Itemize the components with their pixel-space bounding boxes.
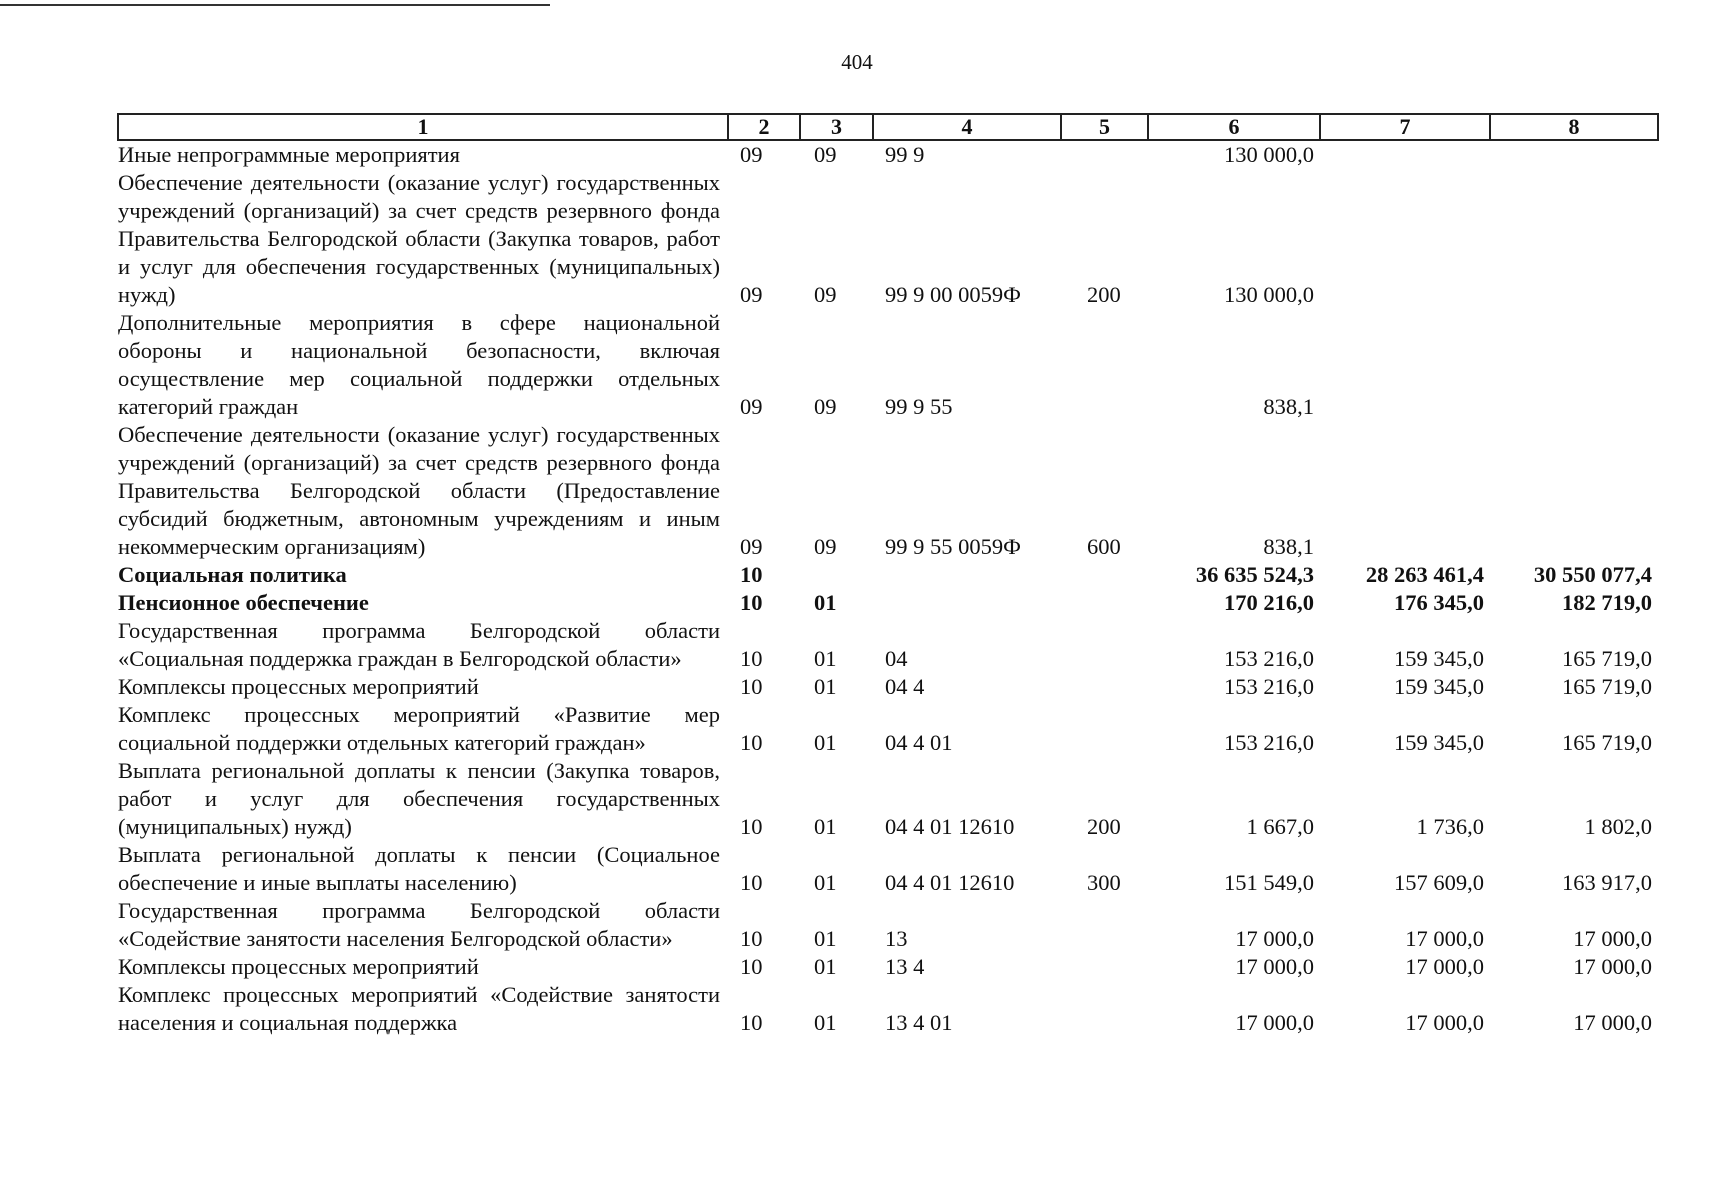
table-row — [118, 169, 1658, 309]
amount-col-8: 165 719,0 — [1562, 674, 1652, 699]
row-name: Дополнительные мероприятия в сфере национальной обороны и национальной безопасности, включая осуществление мер социальной поддержки отдельных категорий граждан — [118, 310, 720, 419]
target-article-code: 99 9 — [885, 142, 925, 167]
subsection-code: 01 — [814, 954, 837, 979]
header-col-8: 8 — [1490, 114, 1658, 140]
amount-col-7 — [1320, 140, 1490, 169]
target-article-code: 13 4 01 — [885, 1010, 953, 1035]
expense-type-code: 600 — [1087, 534, 1121, 559]
amount-col-6: 17 000,0 — [1235, 926, 1314, 951]
subsection-code: 01 — [814, 590, 837, 615]
amount-col-8 — [1490, 421, 1658, 561]
section-code: 10 — [740, 870, 763, 895]
amount-col-6: 17 000,0 — [1235, 1010, 1314, 1035]
subsection-code: 09 — [814, 282, 837, 307]
header-col-1: 1 — [118, 114, 728, 140]
subsection-code — [800, 561, 873, 589]
table-row — [118, 953, 1658, 981]
amount-col-6: 130 000,0 — [1224, 282, 1314, 307]
header-col-6: 6 — [1148, 114, 1320, 140]
section-code: 10 — [740, 926, 763, 951]
amount-col-7 — [1320, 309, 1490, 421]
section-code: 10 — [740, 954, 763, 979]
subsection-code: 01 — [814, 730, 837, 755]
expense-type-code — [1061, 981, 1148, 1037]
amount-col-8 — [1490, 140, 1658, 169]
expense-type-code — [1061, 561, 1148, 589]
amount-col-8: 182 719,0 — [1562, 590, 1652, 615]
subsection-code: 01 — [814, 814, 837, 839]
expense-type-code: 200 — [1087, 814, 1121, 839]
target-article-code — [873, 589, 1061, 617]
header-col-3: 3 — [800, 114, 873, 140]
expense-type-code: 200 — [1087, 282, 1121, 307]
subsection-code: 01 — [814, 674, 837, 699]
target-article-code: 99 9 55 0059Ф — [885, 534, 1021, 559]
amount-col-6: 838,1 — [1263, 534, 1314, 559]
row-name: Выплата региональной доплаты к пенсии (Социальное обеспечение и иные выплаты населению) — [118, 842, 720, 895]
table-body — [118, 140, 1658, 1037]
table-row — [118, 701, 1658, 757]
expense-type-code — [1061, 897, 1148, 953]
section-code: 10 — [740, 590, 763, 615]
row-name: Комплекс процессных мероприятий «Содействие занятости населения и социальная поддержка — [118, 982, 720, 1035]
subsection-code: 09 — [814, 534, 837, 559]
target-article-code: 04 4 01 12610 — [885, 814, 1015, 839]
row-name: Обеспечение деятельности (оказание услуг) государственных учреждений (организаций) за счет средств резервного фонда Правительства Белгородской области (Закупка товаров, работ и услуг для обеспечения государственных (муниципальных) нужд) — [118, 170, 720, 307]
table-row — [118, 617, 1658, 673]
expense-type-code: 300 — [1087, 870, 1121, 895]
amount-col-7: 159 345,0 — [1394, 730, 1484, 755]
expense-type-code — [1061, 701, 1148, 757]
row-name: Государственная программа Белгородской области «Социальная поддержка граждан в Белгородской области» — [118, 618, 720, 671]
target-article-code: 04 — [885, 646, 908, 671]
page-number: 404 — [841, 50, 873, 74]
table-header-row — [118, 114, 1658, 140]
amount-col-8: 17 000,0 — [1573, 954, 1652, 979]
section-code: 09 — [740, 534, 763, 559]
section-code: 09 — [740, 394, 763, 419]
amount-col-7 — [1320, 169, 1490, 309]
amount-col-8 — [1490, 309, 1658, 421]
section-code: 10 — [740, 562, 763, 587]
amount-col-7: 159 345,0 — [1394, 646, 1484, 671]
table-row — [118, 981, 1658, 1037]
row-name: Обеспечение деятельности (оказание услуг) государственных учреждений (организаций) за счет средств резервного фонда Правительства Белгородской области (Предоставление субсидий бюджетным, автономным учреждениям и иным некоммерческим организациям) — [118, 422, 720, 559]
section-code: 10 — [740, 646, 763, 671]
amount-col-7: 17 000,0 — [1405, 1010, 1484, 1035]
target-article-code: 99 9 55 — [885, 394, 953, 419]
section-code: 10 — [740, 1010, 763, 1035]
table-row — [118, 897, 1658, 953]
amount-col-7: 1 736,0 — [1416, 814, 1484, 839]
amount-col-7: 159 345,0 — [1394, 674, 1484, 699]
row-name: Выплата региональной доплаты к пенсии (Закупка товаров, работ и услуг для обеспечения государственных (муниципальных) нужд) — [118, 758, 720, 839]
table-row — [118, 309, 1658, 421]
target-article-code: 99 9 00 0059Ф — [885, 282, 1021, 307]
row-name: Социальная политика — [118, 562, 347, 587]
target-article-code: 04 4 — [885, 674, 925, 699]
amount-col-7: 28 263 461,4 — [1365, 562, 1484, 587]
section-code: 10 — [740, 730, 763, 755]
row-name: Государственная программа Белгородской области «Содействие занятости населения Белгородской области» — [118, 898, 720, 951]
header-col-2: 2 — [728, 114, 800, 140]
amount-col-8: 165 719,0 — [1562, 646, 1652, 671]
table-row — [118, 673, 1658, 701]
expense-type-code — [1061, 140, 1148, 169]
budget-table — [117, 113, 1659, 1037]
amount-col-6: 1 667,0 — [1246, 814, 1314, 839]
amount-col-6: 17 000,0 — [1235, 954, 1314, 979]
subsection-code: 09 — [814, 394, 837, 419]
expense-type-code — [1061, 589, 1148, 617]
target-article-code: 04 4 01 12610 — [885, 870, 1015, 895]
expense-type-code — [1061, 617, 1148, 673]
table-row — [118, 841, 1658, 897]
target-article-code: 13 — [885, 926, 908, 951]
header-col-4: 4 — [873, 114, 1061, 140]
section-code: 10 — [740, 674, 763, 699]
subsection-code: 01 — [814, 1010, 837, 1035]
header-col-5: 5 — [1061, 114, 1148, 140]
amount-col-8: 17 000,0 — [1573, 1010, 1652, 1035]
row-name: Пенсионное обеспечение — [118, 590, 369, 615]
amount-col-7 — [1320, 421, 1490, 561]
table-row — [118, 421, 1658, 561]
amount-col-7: 17 000,0 — [1405, 954, 1484, 979]
row-name: Комплексы процессных мероприятий — [118, 674, 479, 699]
target-article-code — [873, 561, 1061, 589]
amount-col-6: 151 549,0 — [1224, 870, 1314, 895]
section-code: 09 — [740, 282, 763, 307]
expense-type-code — [1061, 309, 1148, 421]
amount-col-7: 157 609,0 — [1394, 870, 1484, 895]
table-row — [118, 561, 1658, 589]
subsection-code: 01 — [814, 646, 837, 671]
amount-col-7: 176 345,0 — [1394, 590, 1484, 615]
table-row — [118, 589, 1658, 617]
amount-col-6: 170 216,0 — [1224, 590, 1314, 615]
amount-col-7: 17 000,0 — [1405, 926, 1484, 951]
amount-col-6: 36 635 524,3 — [1195, 562, 1314, 587]
amount-col-6: 153 216,0 — [1224, 646, 1314, 671]
subsection-code: 01 — [814, 926, 837, 951]
subsection-code: 09 — [814, 142, 837, 167]
amount-col-8: 1 802,0 — [1584, 814, 1652, 839]
table-row — [118, 757, 1658, 841]
amount-col-8: 163 917,0 — [1562, 870, 1652, 895]
expense-type-code — [1061, 673, 1148, 701]
amount-col-6: 153 216,0 — [1224, 674, 1314, 699]
amount-col-6: 153 216,0 — [1224, 730, 1314, 755]
scan-edge-line — [0, 4, 550, 6]
amount-col-8: 17 000,0 — [1573, 926, 1652, 951]
row-name: Комплекс процессных мероприятий «Развитие мер социальной поддержки отдельных категорий граждан» — [118, 702, 720, 755]
subsection-code: 01 — [814, 870, 837, 895]
expense-type-code — [1061, 953, 1148, 981]
target-article-code: 04 4 01 — [885, 730, 953, 755]
amount-col-6: 838,1 — [1263, 394, 1314, 419]
target-article-code: 13 4 — [885, 954, 925, 979]
table-row — [118, 140, 1658, 169]
amount-col-6: 130 000,0 — [1224, 142, 1314, 167]
section-code: 09 — [740, 142, 763, 167]
amount-col-8 — [1490, 169, 1658, 309]
amount-col-8: 30 550 077,4 — [1533, 562, 1652, 587]
row-name: Комплексы процессных мероприятий — [118, 954, 479, 979]
amount-col-8: 165 719,0 — [1562, 730, 1652, 755]
row-name: Иные непрограммные мероприятия — [118, 142, 460, 167]
header-col-7: 7 — [1320, 114, 1490, 140]
section-code: 10 — [740, 814, 763, 839]
